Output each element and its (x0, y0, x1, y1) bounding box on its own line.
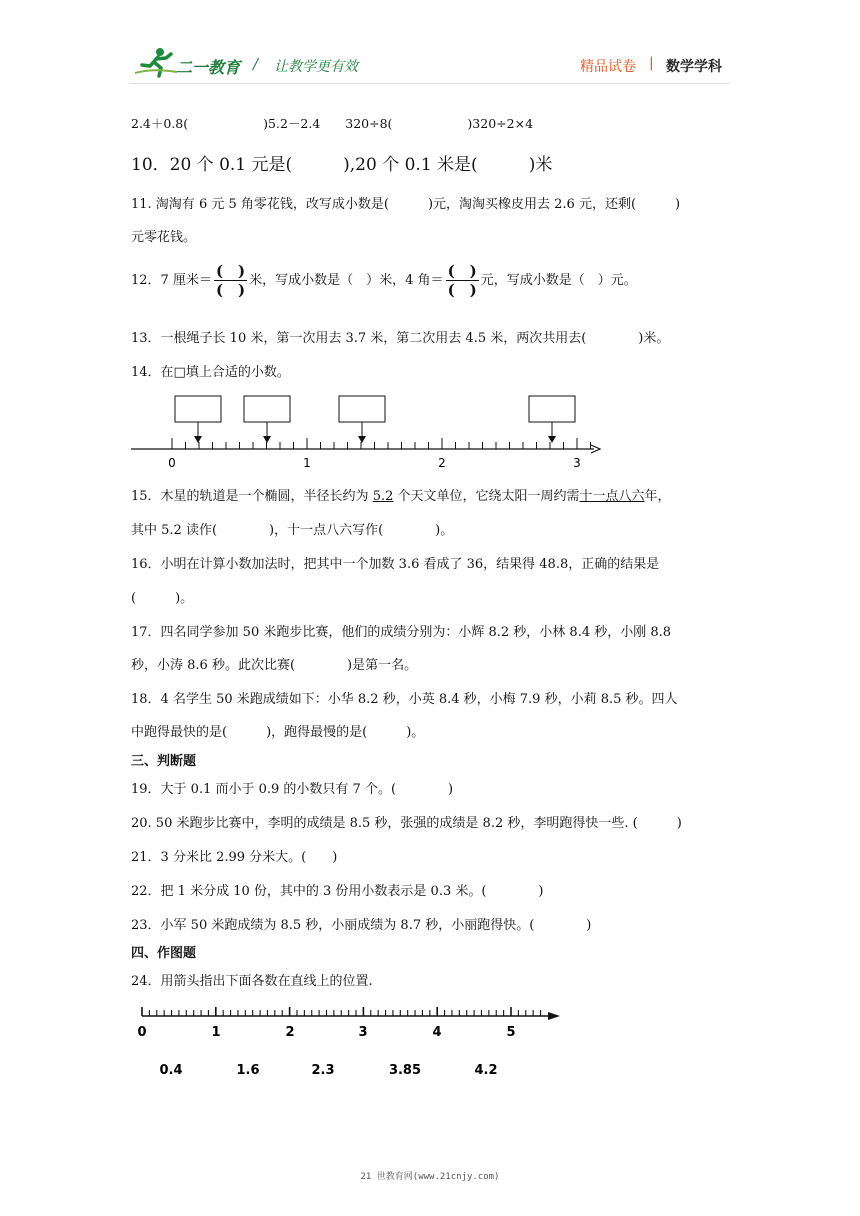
number-line-24 (128, 1000, 568, 1090)
tick-label-0: 0 (168, 456, 176, 470)
tick-label-2: 2 (438, 456, 446, 470)
question-14: 14．在□填上合适的小数。 (131, 365, 290, 380)
fraction-1-denominator: ( ) (215, 281, 246, 299)
header-divider: | (649, 55, 654, 71)
question-12-middle: 米，写成小数是（ ）米，4 角＝ (249, 273, 444, 288)
question-9-line: 2.4＋0.8( )5.2－2.4 320÷8( )320÷2×4 (131, 116, 534, 131)
question-18-line1: 18．4 名学生 50 米跑成绩如下：小华 8.2 秒，小英 8.4 秒，小梅 7.9 秒，小莉 8.5 秒。四人 (131, 692, 678, 707)
question-11-line1: 11. 淘淘有 6 元 5 角零花钱，改写成小数是( )元，淘淘买橡皮用去 2.6 元，还剩( ) (131, 197, 681, 212)
answer-box-2[interactable] (244, 396, 290, 443)
question-18-line2: 中跑得最快的是( )，跑得最慢的是( )。 (131, 725, 425, 740)
question-23: 23．小军 50 米跑成绩为 8.5 秒，小丽成绩为 8.7 秒，小丽跑得快。( ) (131, 918, 592, 933)
q15-underlined-period: 十一点八六 (579, 489, 645, 504)
question-19: 19．大于 0.1 而小于 0.9 的小数只有 7 个。( ) (131, 782, 454, 797)
tick-label-3: 3 (573, 456, 581, 470)
question-24: 24．用箭头指出下面各数在直线上的位置. (131, 974, 373, 989)
question-10: 10．20 个 0.1 元是( ),20 个 0.1 米是( )米 (131, 155, 553, 175)
q15-underlined-radius: 5.2 (372, 489, 394, 504)
tick24-label-5: 5 (506, 1025, 516, 1040)
logo-text: 二一教育 (176, 58, 241, 77)
value-2.3: 2.3 (311, 1063, 335, 1078)
question-15-line2: 其中 5.2 读作( )，十一点八六写作( )。 (131, 523, 454, 538)
question-15-line1 (131, 485, 671, 504)
q15-text-b: 个天文单位，它绕太阳一周约需 (393, 489, 580, 504)
question-11-line2: 元零花钱。 (131, 230, 197, 245)
question-12 (131, 262, 637, 299)
tick24-label-2: 2 (285, 1025, 295, 1040)
question-13: 13．一根绳子长 10 米，第一次用去 3.7 米，第二次用去 4.5 米，两次共用去( )米。 (131, 331, 670, 346)
question-17-line2: 秒，小涛 8.6 秒。此次比赛( )是第一名。 (131, 658, 418, 673)
fraction-1 (214, 262, 247, 299)
section-4-title: 四、作图题 (131, 946, 197, 961)
question-20: 20. 50 米跑步比赛中，李明的成绩是 8.5 秒，张强的成绩是 8.2 秒，李明跑得快一些. ( ) (131, 816, 682, 831)
slogan: 让教学更有效 (274, 59, 358, 75)
tick24-label-3: 3 (358, 1025, 368, 1040)
question-17-line1: 17．四名同学参加 50 米跑步比赛，他们的成绩分别为：小辉 8.2 秒，小林 8.4 秒，小刚 8.8 (131, 625, 672, 640)
value-4.2: 4.2 (474, 1063, 498, 1078)
question-16-line2: ( )。 (131, 591, 194, 606)
answer-box-3[interactable] (339, 396, 385, 443)
fraction-1-numerator: ( ) (215, 262, 246, 280)
axis-ticks (172, 438, 591, 449)
header-right-label: 精品试卷 (580, 59, 636, 75)
answer-box-4[interactable] (529, 396, 575, 443)
tick24-label-1: 1 (211, 1025, 221, 1040)
value-3.85: 3.85 (388, 1063, 422, 1078)
tick24-label-4: 4 (432, 1025, 442, 1040)
axis-arrow-24-icon (548, 1012, 560, 1020)
question-16-line1: 16．小明在计算小数加法时，把其中一个加数 3.6 看成了 36，结果得 48.8，正确的结果是 (131, 557, 660, 572)
fraction-2 (446, 262, 479, 299)
question-12-suffix: 元，写成小数是（ ）元。 (480, 273, 637, 288)
axis-ticks-24 (142, 1007, 541, 1016)
question-12-prefix: 12．7 厘米＝ (131, 273, 212, 288)
answer-box-1[interactable] (175, 396, 221, 443)
footer: 21 世教育网(www.21cnjy.com) (360, 1172, 500, 1182)
value-0.4: 0.4 (159, 1063, 183, 1078)
header-rule (130, 83, 730, 84)
tick24-label-0: 0 (137, 1025, 147, 1040)
runner-logo-icon (133, 46, 179, 78)
header-subject: 数学学科 (666, 59, 722, 75)
section-3-title: 三、判断题 (131, 754, 197, 769)
question-22: 22．把 1 米分成 10 份，其中的 3 份用小数表示是 0.3 米。( ) (131, 884, 544, 899)
value-1.6: 1.6 (236, 1063, 260, 1078)
q15-text-a: 15．木星的轨道是一个椭圆，半径长约为 (131, 489, 373, 504)
fraction-2-numerator: ( ) (447, 262, 477, 280)
question-21: 21．3 分米比 2.99 分米大。( ) (131, 850, 338, 865)
number-line-14 (128, 392, 608, 472)
q15-text-c: 年， (644, 489, 671, 504)
fraction-2-denominator: ( ) (447, 281, 477, 299)
tick-label-1: 1 (303, 456, 311, 470)
logo-slash: / (253, 55, 259, 73)
